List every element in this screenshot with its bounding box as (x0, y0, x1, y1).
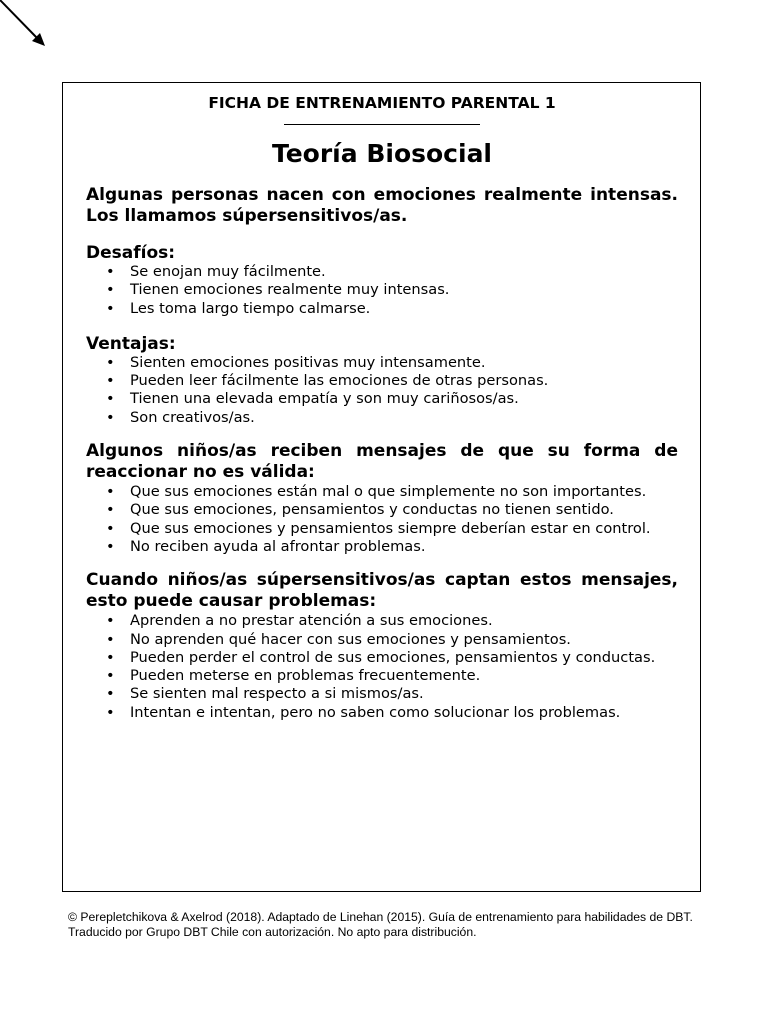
section-problemas (86, 570, 678, 722)
bullet-icon: • (106, 519, 115, 537)
bullet-icon: • (106, 408, 115, 426)
list-item: • Se enojan muy fácilmente. (106, 263, 326, 280)
bullet-icon: • (106, 299, 115, 317)
bullet-icon: • (106, 501, 115, 519)
section-desafios (86, 243, 678, 318)
list-item: • Les toma largo tiempo calmarse. (106, 299, 371, 317)
section-heading: Algunos niños/as reciben mensajes de que su forma de reaccionar no es válida: (86, 441, 678, 483)
bullet-icon: • (106, 703, 115, 721)
bullet-icon: • (106, 667, 115, 685)
bullet-icon: • (106, 281, 115, 299)
page-title: Teoría Biosocial (271, 139, 493, 168)
bullet-icon: • (106, 390, 115, 408)
bullet-icon: • (106, 685, 115, 703)
list-item: • Sienten emociones positivas muy intensamente. (106, 353, 486, 371)
bullet-icon: • (106, 537, 115, 555)
list-item: • Tienen emociones realmente muy intensas. (106, 281, 450, 299)
list-item: • Intentan e intentan, pero no saben como solucionar los problemas. (106, 703, 621, 721)
list-item: • No reciben ayuda al afrontar problemas. (106, 537, 426, 555)
title-divider (284, 124, 480, 125)
section-heading: Desafíos: (86, 243, 176, 263)
section-ventajas (86, 334, 678, 427)
bullet-icon: • (106, 483, 115, 501)
list-item: • No aprenden qué hacer con sus emociones y pensamientos. (106, 630, 571, 648)
section-mensajes (86, 441, 678, 556)
list-item: • Tienen una elevada empatía y son muy cariñosos/as. (106, 390, 519, 408)
bullet-icon: • (106, 648, 115, 666)
list-item: • Pueden perder el control de sus emociones, pensamientos y conductas. (106, 648, 656, 666)
list-item: • Que sus emociones y pensamientos siempre deberían estar en control. (106, 519, 651, 537)
copyright-footer: © Perepletchikova & Axelrod (2018). Adaptado de Linehan (2015). Guía de entrenamiento para habilidades de DBT. Traducido por Grupo DBT Chile con autorización. No apto para distribución. (68, 910, 693, 940)
bullet-list (86, 612, 678, 722)
list-item: • Pueden meterse en problemas frecuentemente. (106, 667, 481, 685)
list-item: • Que sus emociones, pensamientos y conductas no tienen sentido. (106, 501, 614, 519)
section-heading: Ventajas: (86, 333, 176, 354)
bullet-icon: • (106, 372, 115, 390)
bullet-list (86, 483, 678, 556)
intro-text: Algunas personas nacen con emociones realmente intensas. Los llamamos súpersensitivos/as. (86, 185, 678, 226)
bullet-list (86, 354, 678, 427)
worksheet-content (86, 94, 678, 722)
list-item: • Que sus emociones están mal o que simplemente no son importantes. (106, 483, 647, 501)
bullet-list (86, 263, 678, 318)
list-item: • Son creativos/as. (106, 408, 255, 426)
bullet-icon: • (106, 612, 115, 630)
list-item: • Aprenden a no prestar atención a sus emociones. (106, 612, 493, 630)
list-item: • Pueden leer fácilmente las emociones de otras personas. (106, 372, 549, 390)
worksheet-label: FICHA DE ENTRENAMIENTO PARENTAL 1 (208, 94, 556, 112)
corner-arrow-icon (0, 0, 50, 50)
bullet-icon: • (106, 353, 115, 371)
bullet-icon: • (106, 263, 115, 280)
bullet-icon: • (106, 630, 115, 648)
list-item: • Se sienten mal respecto a si mismos/as. (106, 685, 424, 703)
section-heading: Cuando niños/as súpersensitivos/as captan estos mensajes, esto puede causar problemas: (86, 570, 678, 612)
